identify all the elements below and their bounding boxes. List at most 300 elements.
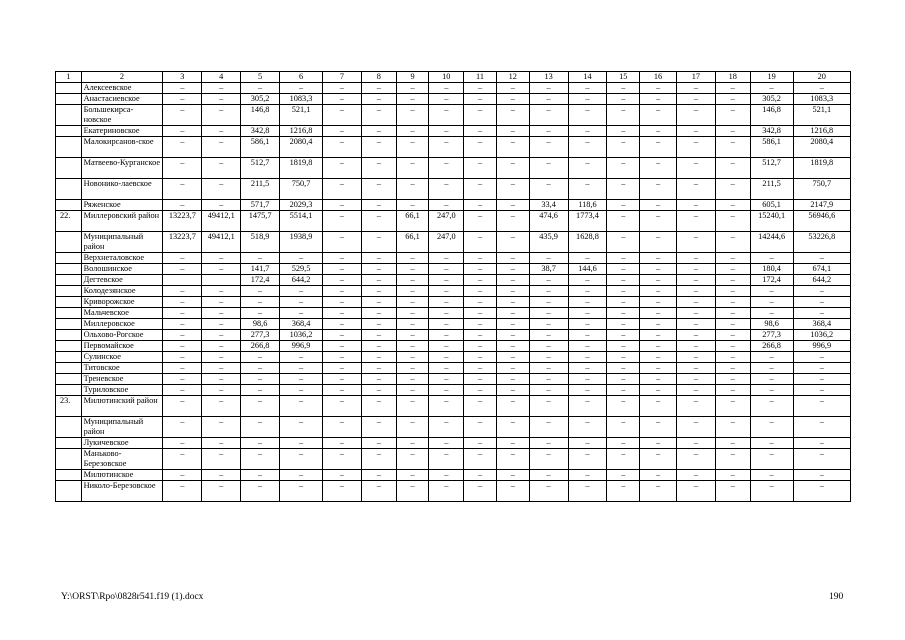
value-cell: –: [640, 126, 677, 137]
value-cell: –: [464, 137, 497, 158]
table-row: [56, 232, 851, 253]
value-cell: 368,4: [793, 319, 850, 330]
value-cell: –: [750, 481, 793, 502]
value-cell: 1036,2: [793, 330, 850, 341]
value-cell: –: [163, 385, 202, 396]
value-cell: –: [607, 179, 640, 200]
value-cell: –: [396, 105, 429, 126]
value-cell: –: [529, 385, 568, 396]
value-cell: –: [529, 470, 568, 481]
table-row: [56, 83, 851, 94]
value-cell: –: [202, 341, 241, 352]
value-cell: –: [640, 264, 677, 275]
value-cell: –: [464, 232, 497, 253]
value-cell: –: [793, 83, 850, 94]
value-cell: –: [241, 374, 280, 385]
header-cell: 3: [163, 72, 202, 83]
value-cell: 342,8: [241, 126, 280, 137]
value-cell: –: [202, 481, 241, 502]
value-cell: –: [202, 363, 241, 374]
value-cell: –: [361, 126, 396, 137]
value-cell: 1216,8: [280, 126, 323, 137]
value-cell: –: [568, 449, 607, 470]
value-cell: –: [568, 137, 607, 158]
value-cell: –: [323, 211, 362, 232]
value-cell: –: [676, 308, 715, 319]
value-cell: –: [607, 158, 640, 179]
header-cell: 5: [241, 72, 280, 83]
value-cell: –: [607, 363, 640, 374]
value-cell: –: [607, 385, 640, 396]
value-cell: –: [529, 158, 568, 179]
value-cell: –: [202, 286, 241, 297]
value-cell: –: [715, 200, 750, 211]
value-cell: –: [496, 319, 529, 330]
value-cell: –: [568, 341, 607, 352]
value-cell: –: [163, 417, 202, 438]
value-cell: –: [750, 385, 793, 396]
row-number: [56, 363, 82, 374]
value-cell: –: [607, 341, 640, 352]
value-cell: –: [715, 137, 750, 158]
value-cell: –: [496, 253, 529, 264]
value-cell: –: [396, 94, 429, 105]
table-row: [56, 158, 851, 179]
value-cell: –: [496, 481, 529, 502]
value-cell: –: [429, 352, 464, 363]
table-row: [56, 94, 851, 105]
value-cell: –: [568, 286, 607, 297]
value-cell: –: [323, 308, 362, 319]
value-cell: –: [163, 297, 202, 308]
value-cell: –: [429, 363, 464, 374]
value-cell: –: [396, 158, 429, 179]
value-cell: –: [429, 470, 464, 481]
value-cell: –: [202, 179, 241, 200]
value-cell: –: [529, 481, 568, 502]
value-cell: 512,7: [750, 158, 793, 179]
value-cell: 342,8: [750, 126, 793, 137]
table-row: [56, 438, 851, 449]
value-cell: –: [464, 308, 497, 319]
value-cell: –: [323, 438, 362, 449]
value-cell: –: [464, 253, 497, 264]
header-cell: 4: [202, 72, 241, 83]
value-cell: –: [676, 341, 715, 352]
value-cell: –: [429, 137, 464, 158]
value-cell: –: [361, 200, 396, 211]
value-cell: 1083,3: [280, 94, 323, 105]
value-cell: –: [640, 83, 677, 94]
value-cell: –: [715, 374, 750, 385]
value-cell: 14244,6: [750, 232, 793, 253]
value-cell: 305,2: [241, 94, 280, 105]
table-row: [56, 396, 851, 417]
value-cell: –: [361, 264, 396, 275]
table-row: [56, 352, 851, 363]
value-cell: 5514,1: [280, 211, 323, 232]
value-cell: –: [676, 253, 715, 264]
value-cell: [163, 275, 202, 286]
value-cell: –: [202, 470, 241, 481]
value-cell: –: [529, 319, 568, 330]
row-number: [56, 232, 82, 253]
row-name: Мальчевское: [81, 308, 163, 319]
header-cell: 1: [56, 72, 82, 83]
header-cell: 19: [750, 72, 793, 83]
value-cell: 2029,3: [280, 200, 323, 211]
value-cell: –: [323, 158, 362, 179]
table-row: [56, 374, 851, 385]
value-cell: 15240,1: [750, 211, 793, 232]
value-cell: –: [715, 341, 750, 352]
value-cell: –: [607, 481, 640, 502]
value-cell: –: [163, 264, 202, 275]
value-cell: –: [568, 438, 607, 449]
value-cell: –: [568, 105, 607, 126]
row-number: [56, 438, 82, 449]
value-cell: –: [323, 341, 362, 352]
value-cell: –: [163, 308, 202, 319]
value-cell: –: [676, 374, 715, 385]
table-row: [56, 253, 851, 264]
value-cell: –: [396, 438, 429, 449]
value-cell: –: [715, 105, 750, 126]
value-cell: –: [361, 374, 396, 385]
value-cell: –: [323, 286, 362, 297]
value-cell: 66,1: [396, 211, 429, 232]
value-cell: –: [529, 363, 568, 374]
table-row: [56, 470, 851, 481]
value-cell: –: [676, 385, 715, 396]
row-name: Миллеровский район: [81, 211, 163, 232]
value-cell: –: [163, 481, 202, 502]
value-cell: –: [361, 308, 396, 319]
table-row: [56, 363, 851, 374]
value-cell: –: [361, 253, 396, 264]
value-cell: –: [568, 363, 607, 374]
value-cell: –: [429, 417, 464, 438]
row-name: Первомайское: [81, 341, 163, 352]
value-cell: –: [429, 374, 464, 385]
value-cell: –: [464, 297, 497, 308]
value-cell: –: [464, 385, 497, 396]
value-cell: –: [429, 253, 464, 264]
value-cell: 996,9: [280, 341, 323, 352]
value-cell: –: [750, 352, 793, 363]
value-cell: –: [568, 417, 607, 438]
value-cell: 305,2: [750, 94, 793, 105]
value-cell: –: [607, 297, 640, 308]
value-cell: –: [640, 385, 677, 396]
value-cell: –: [202, 94, 241, 105]
value-cell: –: [750, 374, 793, 385]
value-cell: –: [676, 319, 715, 330]
value-cell: –: [568, 481, 607, 502]
value-cell: –: [429, 449, 464, 470]
value-cell: –: [793, 374, 850, 385]
value-cell: –: [715, 83, 750, 94]
value-cell: –: [607, 319, 640, 330]
value-cell: –: [396, 330, 429, 341]
value-cell: –: [464, 94, 497, 105]
value-cell: –: [241, 396, 280, 417]
value-cell: –: [280, 83, 323, 94]
row-number: [56, 330, 82, 341]
row-number: [56, 297, 82, 308]
value-cell: –: [568, 330, 607, 341]
value-cell: –: [715, 179, 750, 200]
table-row: [56, 449, 851, 470]
table-row: [56, 417, 851, 438]
value-cell: –: [496, 232, 529, 253]
row-number: [56, 319, 82, 330]
value-cell: 512,7: [241, 158, 280, 179]
value-cell: –: [715, 470, 750, 481]
value-cell: –: [568, 158, 607, 179]
value-cell: –: [568, 94, 607, 105]
value-cell: –: [323, 232, 362, 253]
value-cell: –: [715, 253, 750, 264]
value-cell: –: [396, 352, 429, 363]
value-cell: –: [429, 179, 464, 200]
value-cell: –: [496, 352, 529, 363]
value-cell: –: [429, 105, 464, 126]
row-number: [56, 352, 82, 363]
value-cell: –: [715, 330, 750, 341]
value-cell: –: [496, 438, 529, 449]
value-cell: –: [676, 297, 715, 308]
value-cell: –: [429, 308, 464, 319]
row-name: Николо-Березовское: [81, 481, 163, 502]
value-cell: 474,6: [529, 211, 568, 232]
value-cell: –: [361, 341, 396, 352]
value-cell: –: [607, 94, 640, 105]
value-cell: 2080,4: [280, 137, 323, 158]
value-cell: –: [640, 449, 677, 470]
value-cell: –: [676, 481, 715, 502]
value-cell: –: [163, 470, 202, 481]
value-cell: –: [793, 253, 850, 264]
value-cell: –: [361, 297, 396, 308]
value-cell: –: [676, 363, 715, 374]
value-cell: –: [529, 94, 568, 105]
value-cell: –: [640, 275, 677, 286]
value-cell: –: [361, 94, 396, 105]
value-cell: –: [323, 396, 362, 417]
value-cell: 172,4: [750, 275, 793, 286]
value-cell: –: [529, 83, 568, 94]
value-cell: –: [202, 352, 241, 363]
row-number: [56, 179, 82, 200]
value-cell: –: [429, 330, 464, 341]
header-cell: 8: [361, 72, 396, 83]
value-cell: –: [280, 438, 323, 449]
row-name: Колодезянское: [81, 286, 163, 297]
value-cell: –: [529, 286, 568, 297]
row-name: Волошинское: [81, 264, 163, 275]
table-row: [56, 105, 851, 126]
value-cell: –: [750, 297, 793, 308]
value-cell: –: [676, 396, 715, 417]
row-name: Милютинский район: [81, 396, 163, 417]
value-cell: 33,4: [529, 200, 568, 211]
value-cell: –: [676, 137, 715, 158]
header-cell: 6: [280, 72, 323, 83]
value-cell: –: [241, 363, 280, 374]
header-cell: 11: [464, 72, 497, 83]
value-cell: –: [241, 253, 280, 264]
value-cell: –: [464, 275, 497, 286]
value-cell: –: [715, 438, 750, 449]
value-cell: –: [793, 297, 850, 308]
value-cell: –: [361, 470, 396, 481]
value-cell: –: [396, 297, 429, 308]
value-cell: –: [715, 232, 750, 253]
value-cell: 750,7: [793, 179, 850, 200]
row-name: Миллеровское: [81, 319, 163, 330]
value-cell: –: [640, 179, 677, 200]
value-cell: –: [464, 158, 497, 179]
header-cell: 10: [429, 72, 464, 83]
value-cell: 1036,2: [280, 330, 323, 341]
value-cell: –: [361, 438, 396, 449]
value-cell: –: [496, 449, 529, 470]
value-cell: 266,8: [750, 341, 793, 352]
value-cell: –: [361, 330, 396, 341]
value-cell: –: [464, 396, 497, 417]
value-cell: –: [715, 363, 750, 374]
value-cell: –: [715, 352, 750, 363]
value-cell: –: [640, 158, 677, 179]
value-cell: –: [715, 158, 750, 179]
value-cell: –: [323, 179, 362, 200]
value-cell: –: [640, 396, 677, 417]
value-cell: –: [202, 308, 241, 319]
value-cell: –: [163, 94, 202, 105]
value-cell: 49412,1: [202, 211, 241, 232]
value-cell: –: [496, 200, 529, 211]
value-cell: –: [715, 297, 750, 308]
value-cell: –: [396, 341, 429, 352]
value-cell: –: [640, 297, 677, 308]
table-row: [56, 200, 851, 211]
value-cell: –: [464, 105, 497, 126]
row-name: Милютинское: [81, 470, 163, 481]
value-cell: –: [529, 137, 568, 158]
row-name: Сулинское: [81, 352, 163, 363]
value-cell: 1819,8: [793, 158, 850, 179]
value-cell: –: [241, 449, 280, 470]
row-number: [56, 470, 82, 481]
value-cell: –: [715, 286, 750, 297]
value-cell: –: [496, 363, 529, 374]
value-cell: –: [396, 470, 429, 481]
value-cell: –: [750, 438, 793, 449]
row-number: [56, 417, 82, 438]
header-cell: 16: [640, 72, 677, 83]
value-cell: –: [429, 385, 464, 396]
value-cell: –: [529, 449, 568, 470]
value-cell: –: [202, 158, 241, 179]
table-row: [56, 137, 851, 158]
value-cell: –: [529, 297, 568, 308]
header-cell: 12: [496, 72, 529, 83]
value-cell: –: [496, 137, 529, 158]
value-cell: –: [715, 211, 750, 232]
header-cell: 13: [529, 72, 568, 83]
value-cell: –: [676, 352, 715, 363]
value-cell: –: [496, 374, 529, 385]
value-cell: –: [568, 374, 607, 385]
value-cell: –: [676, 470, 715, 481]
value-cell: –: [202, 126, 241, 137]
value-cell: –: [568, 83, 607, 94]
value-cell: –: [793, 363, 850, 374]
value-cell: –: [429, 297, 464, 308]
value-cell: –: [323, 94, 362, 105]
value-cell: –: [163, 374, 202, 385]
row-number: [56, 264, 82, 275]
row-name: Анастасиевское: [81, 94, 163, 105]
value-cell: –: [793, 470, 850, 481]
value-cell: –: [529, 308, 568, 319]
value-cell: –: [280, 396, 323, 417]
value-cell: –: [750, 470, 793, 481]
value-cell: –: [396, 137, 429, 158]
value-cell: –: [202, 264, 241, 275]
header-row: [56, 72, 851, 83]
value-cell: –: [750, 396, 793, 417]
value-cell: –: [750, 417, 793, 438]
value-cell: 2080,4: [793, 137, 850, 158]
value-cell: –: [429, 341, 464, 352]
value-cell: –: [640, 330, 677, 341]
header-cell: 20: [793, 72, 850, 83]
value-cell: –: [163, 105, 202, 126]
value-cell: 1773,4: [568, 211, 607, 232]
value-cell: –: [750, 286, 793, 297]
value-cell: –: [464, 179, 497, 200]
value-cell: 38,7: [529, 264, 568, 275]
value-cell: –: [323, 417, 362, 438]
value-cell: –: [715, 319, 750, 330]
value-cell: –: [280, 449, 323, 470]
row-name: Муниципальный район: [81, 417, 163, 438]
value-cell: 586,1: [750, 137, 793, 158]
value-cell: –: [163, 438, 202, 449]
value-cell: –: [361, 319, 396, 330]
value-cell: –: [464, 438, 497, 449]
value-cell: –: [496, 286, 529, 297]
value-cell: –: [640, 417, 677, 438]
value-cell: –: [640, 286, 677, 297]
value-cell: 586,1: [241, 137, 280, 158]
value-cell: 521,1: [280, 105, 323, 126]
value-cell: –: [496, 308, 529, 319]
value-cell: 674,1: [793, 264, 850, 275]
value-cell: –: [464, 341, 497, 352]
value-cell: –: [241, 470, 280, 481]
value-cell: 13223,7: [163, 232, 202, 253]
value-cell: 435,9: [529, 232, 568, 253]
row-name: Лукичевское: [81, 438, 163, 449]
value-cell: –: [241, 417, 280, 438]
row-number: [56, 158, 82, 179]
value-cell: –: [529, 417, 568, 438]
row-number: 22.: [56, 211, 82, 232]
value-cell: 266,8: [241, 341, 280, 352]
